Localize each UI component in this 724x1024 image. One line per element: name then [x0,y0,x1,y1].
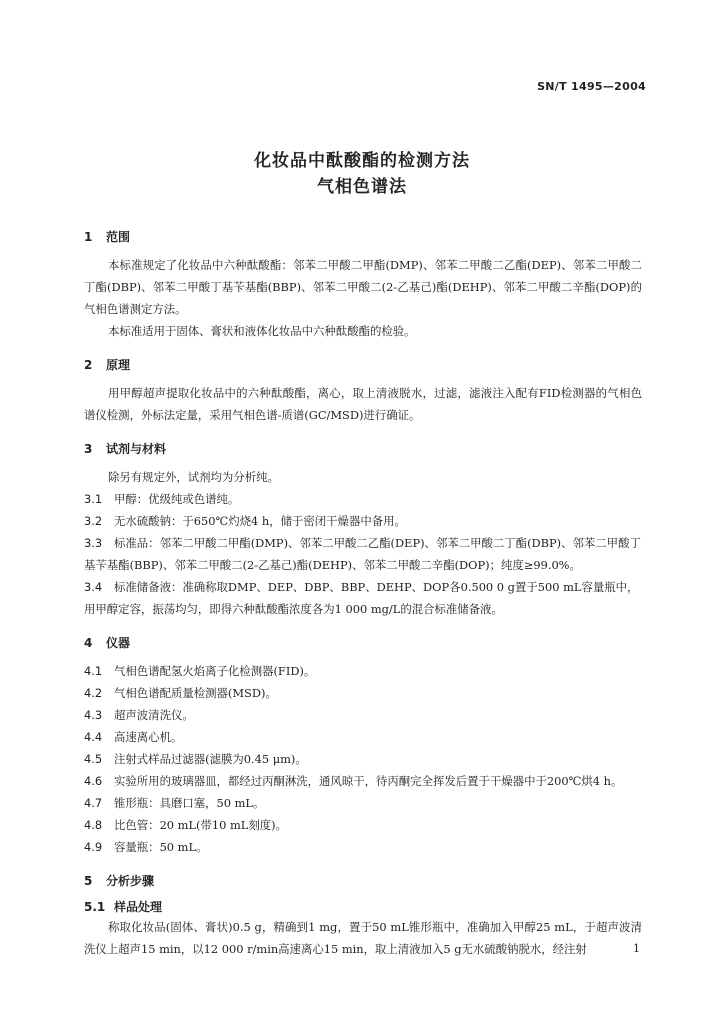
item-number: 4.1 [84,664,103,678]
list-item [84,488,642,510]
section-title: 原理 [106,358,131,372]
item-text: 容量瓶：50 mL。 [114,840,208,854]
item-number: 4.7 [84,796,103,810]
list-item [84,660,642,682]
list-item [84,814,642,836]
list-item [84,792,642,814]
paragraph: 本标准规定了化妆品中六种酞酸酯：邻苯二甲酸二甲酯(DMP)、邻苯二甲酸二乙酯(DEP)、邻苯二甲酸二丁酯(DBP)、邻苯二甲酸丁基苄基酯(BBP)、邻苯二甲酸二(2-乙基己)酯(DEHP)、邻苯二甲酸二辛酯(DOP)的气相色谱测定方法。 [84,258,642,316]
section-number: 5 [84,874,93,888]
section-title: 分析步骤 [106,874,155,888]
list-item [84,510,642,532]
section-number: 2 [84,358,93,372]
item-text: 无水硫酸钠：于650℃灼烧4 h，储于密闭干燥器中备用。 [114,514,406,528]
section-1-heading [84,228,642,246]
section-number: 1 [84,230,93,244]
section-5-heading [84,872,642,890]
item-number: 4.2 [84,686,103,700]
list-item [84,704,642,726]
list-item [84,682,642,704]
document-title: 化妆品中酞酸酯的检测方法 [254,151,470,171]
item-text: 标准品：邻苯二甲酸二甲酯(DMP)、邻苯二甲酸二乙酯(DEP)、邻苯二甲酸二丁酯(DBP)、邻苯二甲酸丁基苄基酯(BBP)、邻苯二甲酸二(2-乙基己)酯(DEHP)、邻苯二甲酸二辛酯(DOP)；纯度≥99.0%。 [84,536,641,572]
subsection-title: 样品处理 [114,900,163,914]
document-subtitle: 气相色谱法 [317,177,407,197]
document-body [84,228,642,960]
item-number: 4.5 [84,752,103,766]
item-number: 3.4 [84,580,103,594]
page-number: 1 [633,942,640,955]
item-number: 3.1 [84,492,103,506]
paragraph: 称取化妆品(固体、膏状)0.5 g，精确到1 mg，置于50 mL锥形瓶中，准确加入甲醇25 mL，于超声波清洗仪上超声15 min，以12 000 r/min高速离心15 min，取上清液加入5 g无水硫酸钠脱水，经注射 [84,920,642,956]
item-text: 锥形瓶：具磨口塞，50 mL。 [114,796,265,810]
standard-code: SN/T 1495—2004 [537,80,646,93]
list-item [84,836,642,858]
item-text: 气相色谱配质量检测器(MSD)。 [114,686,277,700]
item-number: 4.4 [84,730,103,744]
item-text: 实验所用的玻璃器皿，都经过丙酮淋洗，通风晾干，待丙酮完全挥发后置于干燥器中于200℃烘4 h。 [114,774,623,788]
paragraph: 除另有规定外，试剂均为分析纯。 [108,470,279,484]
section-title: 仪器 [106,636,131,650]
list-item [84,726,642,748]
subsection-5-1-heading [84,898,642,916]
section-title: 试剂与材料 [106,442,167,456]
item-number: 4.6 [84,774,103,788]
section-number: 3 [84,442,93,456]
item-number: 4.9 [84,840,103,854]
item-text: 标准储备液：准确称取DMP、DEP、DBP、BBP、DEHP、DOP各0.500 0 g置于500 mL容量瓶中，用甲醇定容，振荡均匀，即得六种酞酸酯浓度各为1 000 mg/L的混合标准储备液。 [84,580,639,616]
list-item [84,748,642,770]
item-text: 比色管：20 mL(带10 mL刻度)。 [114,818,287,832]
item-text: 注射式样品过滤器(滤膜为0.45 μm)。 [114,752,307,766]
section-2-heading [84,356,642,374]
item-text: 甲醇：优级纯或色谱纯。 [114,492,240,506]
list-item [84,770,642,792]
section-3-heading [84,440,642,458]
item-text: 气相色谱配氢火焰离子化检测器(FID)。 [114,664,316,678]
item-number: 4.8 [84,818,103,832]
item-text: 超声波清洗仪。 [114,708,194,722]
subsection-number: 5.1 [84,900,106,914]
list-item [84,576,642,620]
list-item [84,532,642,576]
item-number: 3.2 [84,514,103,528]
paragraph: 本标准适用于固体、膏状和液体化妆品中六种酞酸酯的检验。 [108,324,416,338]
item-number: 4.3 [84,708,103,722]
paragraph: 用甲醇超声提取化妆品中的六种酞酸酯，离心，取上清液脱水，过滤，滤液注入配有FID检测器的气相色谱仪检测，外标法定量，采用气相色谱-质谱(GC/MSD)进行确证。 [84,386,642,422]
section-4-heading [84,634,642,652]
item-number: 3.3 [84,536,103,550]
section-title: 范围 [106,230,131,244]
section-number: 4 [84,636,93,650]
item-text: 高速离心机。 [114,730,183,744]
